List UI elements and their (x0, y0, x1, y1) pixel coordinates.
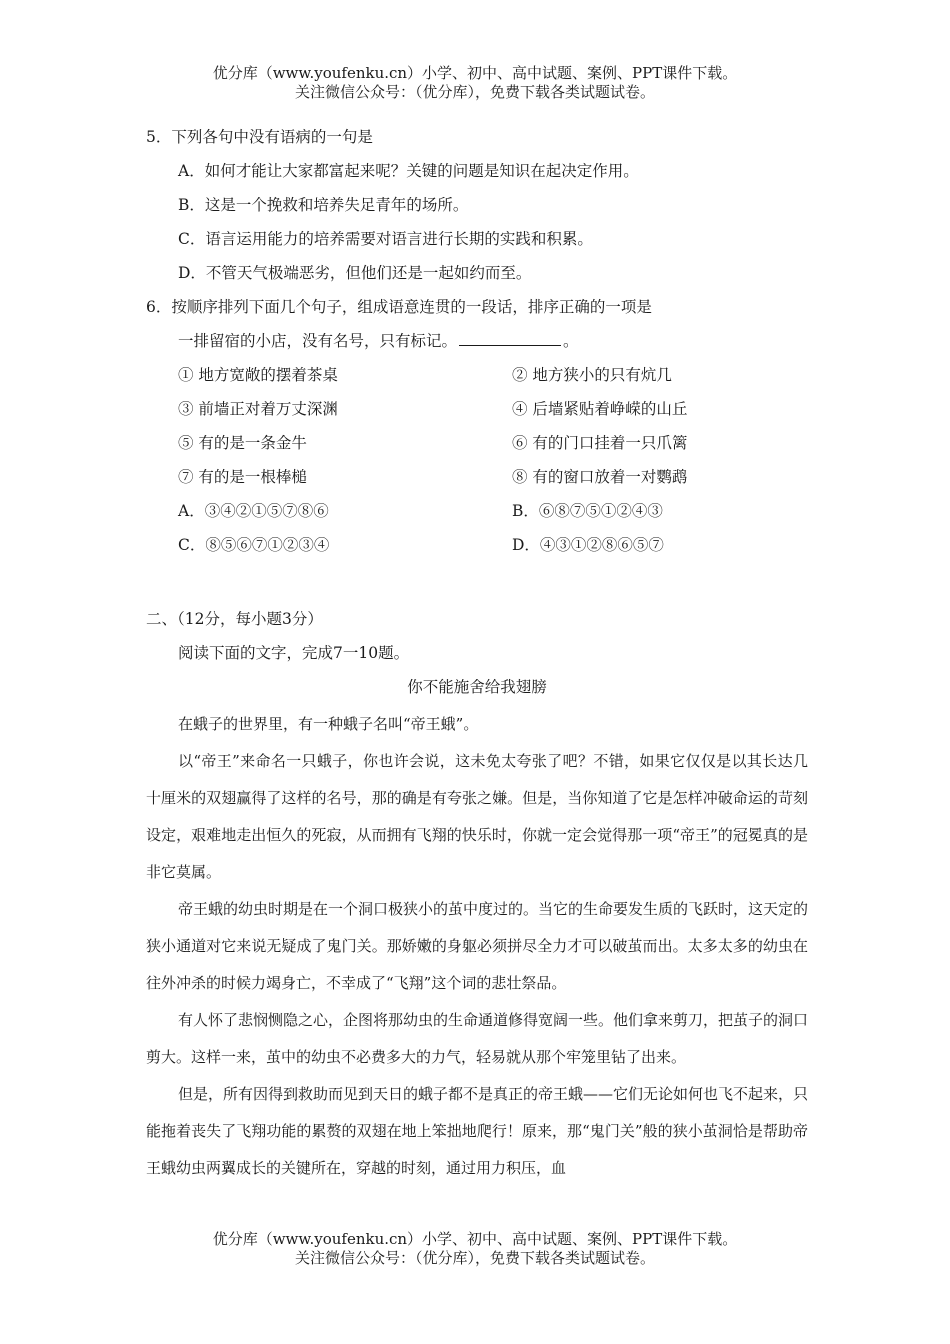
q5-option-c: C．语言运用能力的培养需要对语言进行长期的实践和积累。 (178, 230, 593, 248)
passage-title: 你不能施舍给我翅膀 (407, 678, 547, 696)
q6-item-6: ⑥ 有的门口挂着一只爪篱 (512, 434, 688, 452)
q6-option-row (146, 534, 808, 568)
footer-line-1: 优分库（www.youfenku.cn）小学、初中、高中试题、案例、PPT课件下载。 (212, 1230, 738, 1248)
q6-item-5: ⑤ 有的是一条金牛 (178, 434, 307, 452)
q6-item-row (146, 466, 808, 500)
q6-option-b: B．⑥⑧⑦⑤①②④③ (512, 502, 663, 520)
q5-option-a: A．如何才能让大家都富起来呢？关键的问题是知识在起决定作用。 (178, 162, 639, 180)
q6-option-c: C．⑧⑤⑥⑦①②③④ (178, 536, 330, 554)
passage-paragraph: 但是，所有因得到救助而见到天日的蛾子都不是真正的帝王蛾——它们无论如何也飞不起来，只能拖着丧失了飞翔功能的累赘的双翅在地上笨拙地爬行！原来，那“鬼门关”般的狭小茧洞恰是帮助帝王蛾幼虫两翼成长的关键所在，穿越的时刻，通过用力积压，血 (146, 1085, 809, 1177)
q5-option-d: D．不管天气极端恶劣，但他们还是一起如约而至。 (178, 264, 532, 282)
q6-item-row (146, 432, 808, 466)
passage-paragraph: 在蛾子的世界里，有一种蛾子名叫“帝王蛾”。 (178, 715, 479, 733)
q6-lead-end: 。 (563, 332, 579, 350)
q6-item-2: ② 地方狭小的只有炕几 (512, 366, 672, 384)
passage-paragraph: 有人怀了悲悯恻隐之心，企图将那幼虫的生命通道修得宽阔一些。他们拿来剪刀，把茧子的洞口剪大。这样一来，茧中的幼虫不必费多大的力气，轻易就从那个牢笼里钻了出来。 (146, 1011, 809, 1066)
q6-item-4: ④ 后墙紧贴着峥嵘的山丘 (512, 400, 688, 418)
page-content (146, 126, 808, 1187)
q6-stem: 6．按顺序排列下面几个句子，组成语意连贯的一段话，排序正确的一项是 (146, 298, 652, 316)
passage-paragraph: 帝王蛾的幼虫时期是在一个洞口极狭小的茧中度过的。当它的生命要发生质的飞跃时，这天定的狭小通道对它来说无疑成了鬼门关。那娇嫩的身躯必须拼尽全力才可以破茧而出。太多太多的幼虫在往外冲杀的时候力竭身亡，不幸成了“飞翔”这个词的悲壮祭品。 (146, 900, 809, 992)
q5-option-b: B．这是一个挽救和培养失足青年的场所。 (178, 196, 469, 214)
q5-stem: 5．下列各句中没有语病的一句是 (146, 128, 373, 146)
section-2-instruction: 阅读下面的文字，完成7一10题。 (178, 644, 410, 662)
page-header (0, 64, 950, 102)
q6-option-d: D．④③①②⑧⑥⑤⑦ (512, 536, 664, 554)
q6-item-3: ③ 前墙正对着万丈深渊 (178, 400, 338, 418)
q6-lead-text: 一排留宿的小店，没有名号，只有标记。 (178, 332, 458, 350)
q6-option-row (146, 500, 808, 534)
q6-item-7: ⑦ 有的是一根棒槌 (178, 468, 307, 486)
header-line-2: 关注微信公众号：（优分库），免费下载各类试题试卷。 (294, 83, 655, 101)
header-line-1: 优分库（www.youfenku.cn）小学、初中、高中试题、案例、PPT课件下载。 (212, 64, 738, 82)
passage-paragraph: 以“帝王”来命名一只蛾子，你也许会说，这未免太夸张了吧？不错，如果它仅仅是以其长达几十厘米的双翅赢得了这样的名号，那的确是有夸张之嫌。但是，当你知道了它是怎样冲破命运的苛刻设定，艰难地走出恒久的死寂，从而拥有飞翔的快乐时，你就一定会觉得那一项“帝王”的冠冕真的是非它莫属。 (146, 752, 808, 881)
q6-item-row (146, 398, 808, 432)
q6-option-a: A．③④②①⑤⑦⑧⑥ (178, 502, 329, 520)
q6-item-1: ① 地方宽敞的摆着茶桌 (178, 366, 338, 384)
q6-lead (146, 330, 808, 364)
answer-blank (459, 331, 561, 346)
q6-item-8: ⑧ 有的窗口放着一对鹦鹉 (512, 468, 688, 486)
footer-line-2: 关注微信公众号：（优分库），免费下载各类试题试卷。 (294, 1249, 655, 1267)
section-spacer (146, 568, 808, 608)
page-footer (0, 1230, 950, 1268)
section-2-heading: 二、（12分，每小题3分） (146, 610, 323, 628)
q6-item-row (146, 364, 808, 398)
